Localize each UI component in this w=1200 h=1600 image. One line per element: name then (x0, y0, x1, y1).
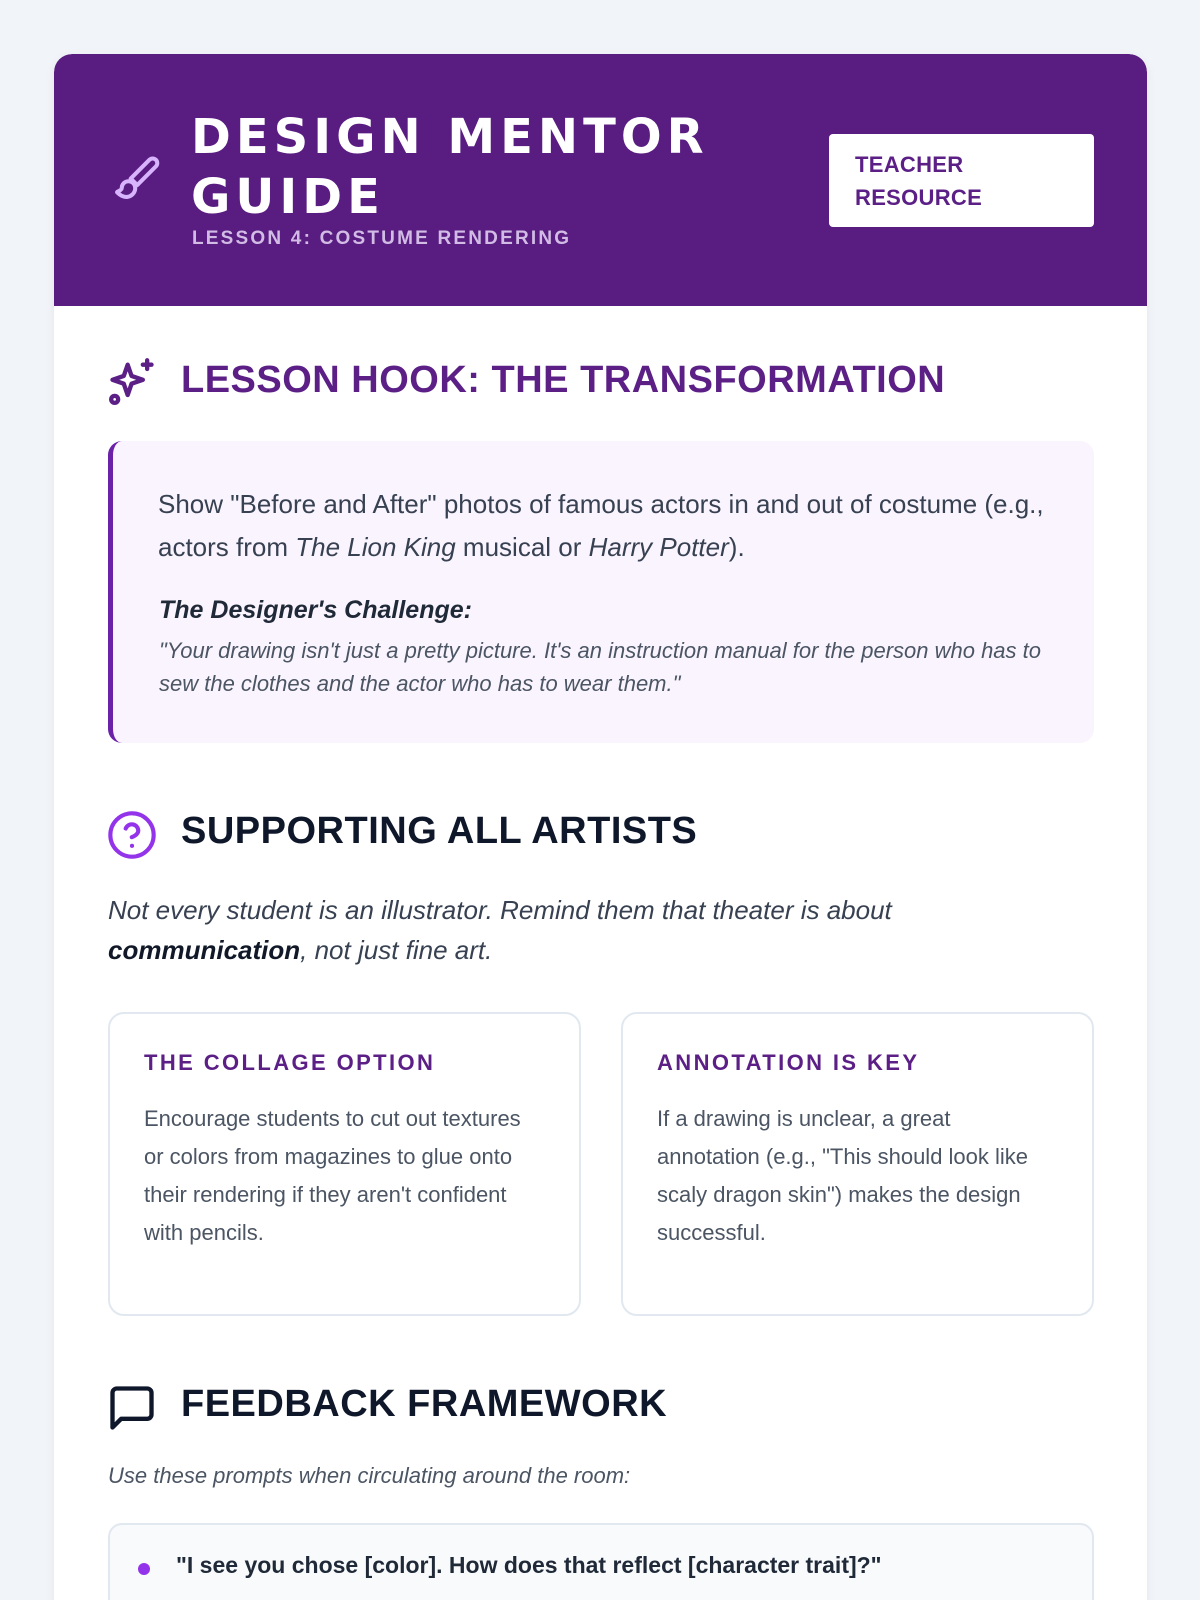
message-square-icon (106, 1382, 158, 1434)
hook-text (158, 483, 1058, 569)
feedback-intro: Use these prompts when circulating around the room: (108, 1463, 631, 1488)
lesson-subtitle: LESSON 4: COSTUME RENDERING (192, 228, 572, 249)
hook-text-part: Show "Before and After" photos of famous actors in and out of costume (e.g., actors from (158, 489, 1044, 562)
hook-text-part: musical or (455, 532, 589, 562)
badge-line-2: RESOURCE (855, 185, 983, 210)
help-circle-icon (106, 809, 158, 861)
feedback-prompt-text: "I see you chose [color]. How does that reflect [character trait]?" (176, 1552, 882, 1578)
feedback-prompt-item (108, 1523, 1094, 1600)
sparkles-icon (106, 356, 158, 408)
film-title: Harry Potter (588, 532, 729, 562)
intro-text: , not just fine art. (300, 935, 493, 965)
tip-title: ANNOTATION IS KEY (657, 1050, 920, 1075)
tip-text: Encourage students to cut out textures or colors from magazines to glue onto their rendering if they aren't confident with pencils. (144, 1106, 521, 1245)
guide-header (54, 54, 1147, 306)
page-title: DESIGN MENTOR GUIDE (191, 109, 709, 225)
tip-text: If a drawing is unclear, a great annotation (e.g., "This should look like scaly dragon skin") makes the design successful. (657, 1106, 1029, 1245)
support-intro (108, 890, 1068, 970)
challenge-heading: The Designer's Challenge: (159, 596, 472, 624)
hook-section-title: LESSON HOOK: THE TRANSFORMATION (181, 359, 946, 401)
challenge-quote: "Your drawing isn't just a pretty picture. It's an instruction manual for the person who has to sew the clothes and the actor who has to wear them." (159, 638, 1041, 696)
tip-card-annotation (621, 1012, 1094, 1316)
hook-callout (108, 441, 1094, 743)
intro-emphasis: communication (108, 935, 301, 965)
tip-title: THE COLLAGE OPTION (144, 1050, 436, 1075)
badge-line-1: TEACHER (855, 152, 964, 177)
intro-text: Not every student is an illustrator. Remind them that theater is about (108, 895, 892, 925)
support-section-title: SUPPORTING ALL ARTISTS (181, 810, 698, 852)
film-title: The Lion King (295, 532, 456, 562)
tip-card-collage (108, 1012, 581, 1316)
teacher-resource-badge (829, 134, 1094, 227)
paintbrush-icon (108, 154, 162, 208)
hook-text-part: ). (728, 532, 745, 562)
bullet-dot (138, 1563, 150, 1575)
feedback-section-title: FEEDBACK FRAMEWORK (181, 1383, 668, 1425)
guide-card (54, 54, 1147, 1600)
